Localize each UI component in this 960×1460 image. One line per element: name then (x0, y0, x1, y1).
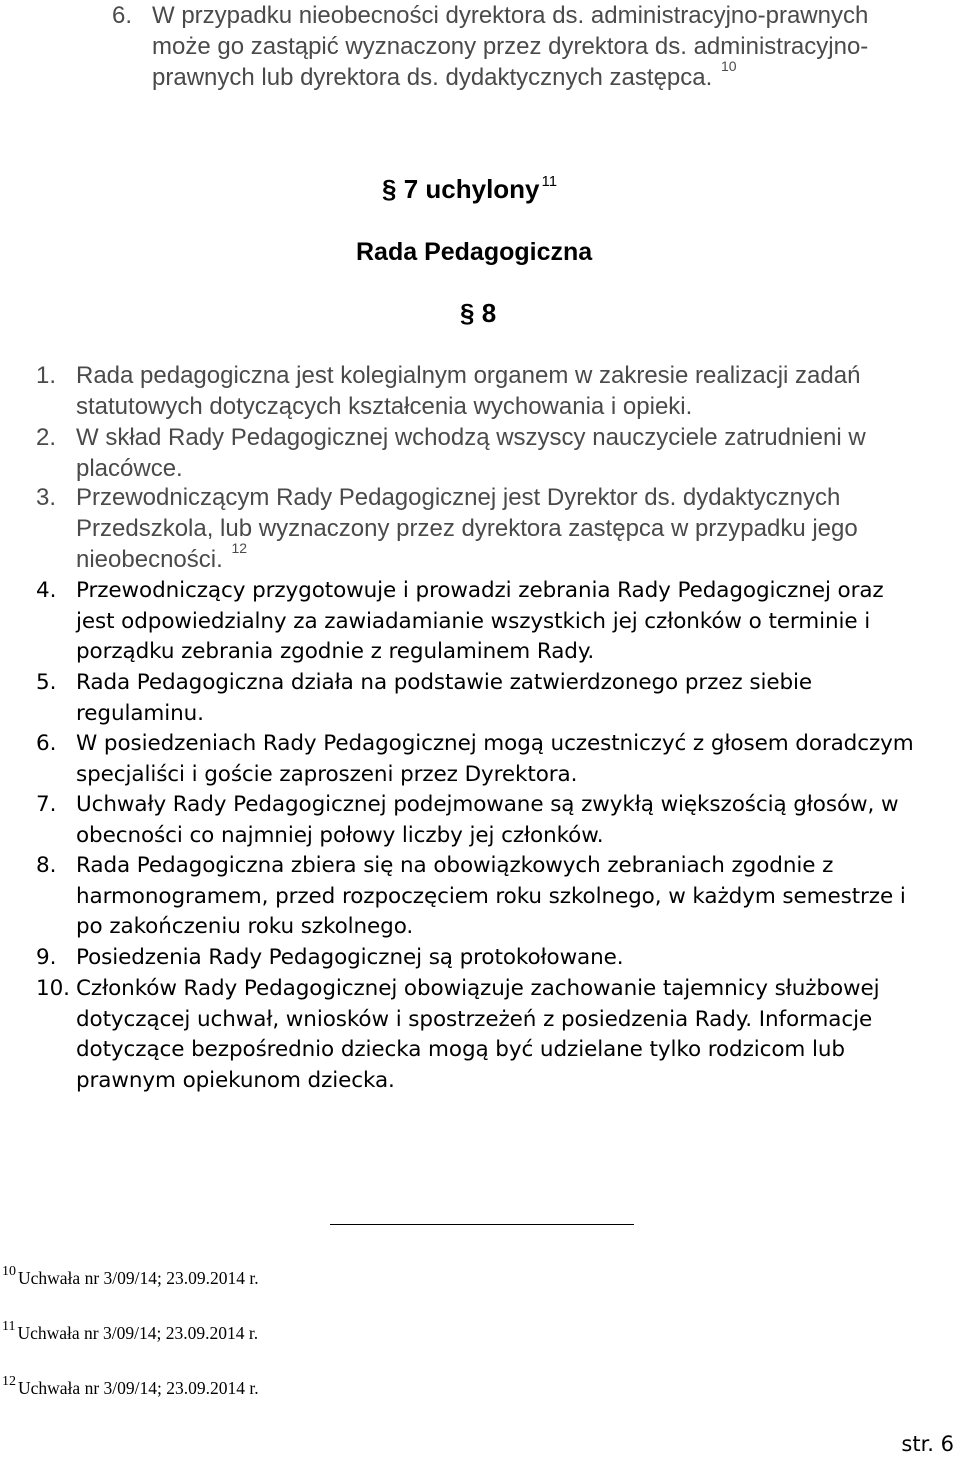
footnote-12 (2, 1374, 259, 1399)
list-item-1 (36, 360, 956, 422)
list-item-text (76, 729, 956, 790)
list-item-8 (36, 851, 956, 943)
text-line: statutowych dotyczących kształcenia wychowania i opieki. (76, 393, 693, 420)
list-item-number: 2. (36, 424, 57, 451)
footnote-number: 11 (2, 1319, 16, 1334)
text-line: dotyczącej uchwał, wniosków i spostrzeżeń z posiedzenia Rady. Informacje (76, 1006, 873, 1032)
list-item-9 (36, 943, 956, 974)
list-item-2 (36, 422, 956, 484)
list-item-7 (36, 790, 956, 851)
text-line: po zakończeniu roku szkolnego. (76, 914, 414, 939)
text-line: Uchwały Rady Pedagogicznej podejmowane są zwykłą większością głosów, w (76, 792, 899, 817)
list-item-6 (36, 729, 956, 790)
text-line: porządku zebrania zgodnie z regulaminem Rady. (76, 639, 595, 664)
text-line: Członków Rady Pedagogicznej obowiązuje zachowanie tajemnicy służbowej (76, 976, 880, 1001)
section-7-text: 7 uchylony (403, 174, 540, 204)
list-item-text (76, 576, 956, 668)
list-item-text (76, 851, 956, 943)
footnote-10 (2, 1264, 259, 1289)
text-line: Rada Pedagogiczna działa na podstawie zatwierdzonego przez siebie (76, 670, 813, 695)
text-line: prawnym opiekunom dziecka. (76, 1067, 395, 1093)
section-8-number: 8 (481, 298, 497, 328)
list-item-text (76, 943, 956, 974)
text-line-content: prawnych lub dyrektora ds. dydaktycznych zastępca. (152, 64, 713, 91)
text-line: może go zastąpić wyznaczony przez dyrektora ds. administracyjno- (152, 33, 869, 60)
footnote-text: Uchwała nr 3/09/14; 23.09.2014 r. (18, 1268, 259, 1288)
list-item-text (76, 422, 956, 484)
text-line: regulaminu. (76, 700, 204, 726)
text-line: Rada Pedagogiczna zbiera się na obowiązkowych zebraniach zgodnie z (76, 853, 834, 878)
list-item-number: 8. (36, 853, 57, 878)
list-item-prev-6 (112, 0, 952, 96)
section-8-heading (460, 298, 496, 329)
footnote-number: 10 (2, 1264, 16, 1279)
text-line (152, 58, 952, 96)
section-symbol: § (460, 298, 475, 328)
text-line: Przewodniczący przygotowuje i prowadzi zebrania Rady Pedagogicznej oraz (76, 578, 884, 603)
list-item-number: 6. (36, 731, 57, 756)
footnote-text: Uchwała nr 3/09/14; 23.09.2014 r. (18, 1378, 259, 1398)
text-line-content: nieobecności. (76, 546, 223, 573)
text-line: Rada pedagogiczna jest kolegialnym organem w zakresie realizacji zadań (76, 362, 861, 389)
list-item-3 (36, 482, 956, 578)
page-title: Rada Pedagogiczna (356, 238, 593, 266)
text-line: placówce. (76, 455, 183, 482)
list-item-number: 10. (36, 976, 70, 1001)
text-line: W posiedzeniach Rady Pedagogicznej mogą uczestniczyć z głosem doradczym (76, 731, 914, 756)
text-line: Przedszkola, lub wyznaczony przez dyrektora zastępca w przypadku jego (76, 515, 858, 542)
footnote-separator (330, 1224, 634, 1225)
list-item-number: 3. (36, 484, 57, 511)
list-item-number: 1. (36, 362, 57, 389)
text-line (76, 540, 956, 578)
text-line: W przypadku nieobecności dyrektora ds. administracyjno-prawnych (152, 2, 869, 29)
text-line: Posiedzenia Rady Pedagogicznej są protokołowane. (76, 945, 624, 970)
list-item-number: 9. (36, 945, 57, 970)
page-number: str. 6 (901, 1432, 954, 1456)
list-item-number: 6. (112, 2, 133, 29)
section-7-heading (382, 174, 557, 205)
list-item-number: 7. (36, 792, 57, 817)
footnote-ref: 12 (231, 540, 248, 556)
text-line: jest odpowiedzialny za zawiadamianie wszystkich jej członków o terminie i (76, 608, 871, 634)
footnote-11 (2, 1319, 259, 1344)
footnote-text: Uchwała nr 3/09/14; 23.09.2014 r. (17, 1323, 259, 1343)
text-line: W skład Rady Pedagogicznej wchodzą wszyscy nauczyciele zatrudnieni w (76, 424, 866, 451)
list-item-text (152, 0, 952, 96)
text-line: Przewodniczącym Rady Pedagogicznej jest Dyrektor ds. dydaktycznych (76, 484, 841, 511)
section-symbol: § (382, 174, 397, 204)
list-item-text (76, 790, 956, 851)
list-item-text (76, 360, 956, 422)
footnote-ref: 11 (541, 173, 558, 190)
list-item-text (76, 482, 956, 578)
list-item-number: 4. (36, 578, 57, 603)
list-item-5 (36, 668, 956, 729)
list-item-text (76, 668, 956, 729)
footnote-ref: 10 (720, 58, 737, 74)
footnote-number: 12 (2, 1374, 16, 1389)
list-item-number: 5. (36, 670, 57, 695)
list-item-text (76, 974, 956, 1096)
list-item-4 (36, 576, 956, 668)
list-item-10 (36, 974, 956, 1096)
text-line: harmonogramem, przed rozpoczęciem roku szkolnego, w każdym semestrze i (76, 883, 906, 909)
text-line: dotyczące bezpośrednio dziecka mogą być udzielane tylko rodzicom lub (76, 1037, 845, 1062)
text-line: obecności co najmniej połowy liczby jej członków. (76, 822, 604, 848)
text-line: specjaliści i goście zaproszeni przez Dyrektora. (76, 761, 578, 787)
